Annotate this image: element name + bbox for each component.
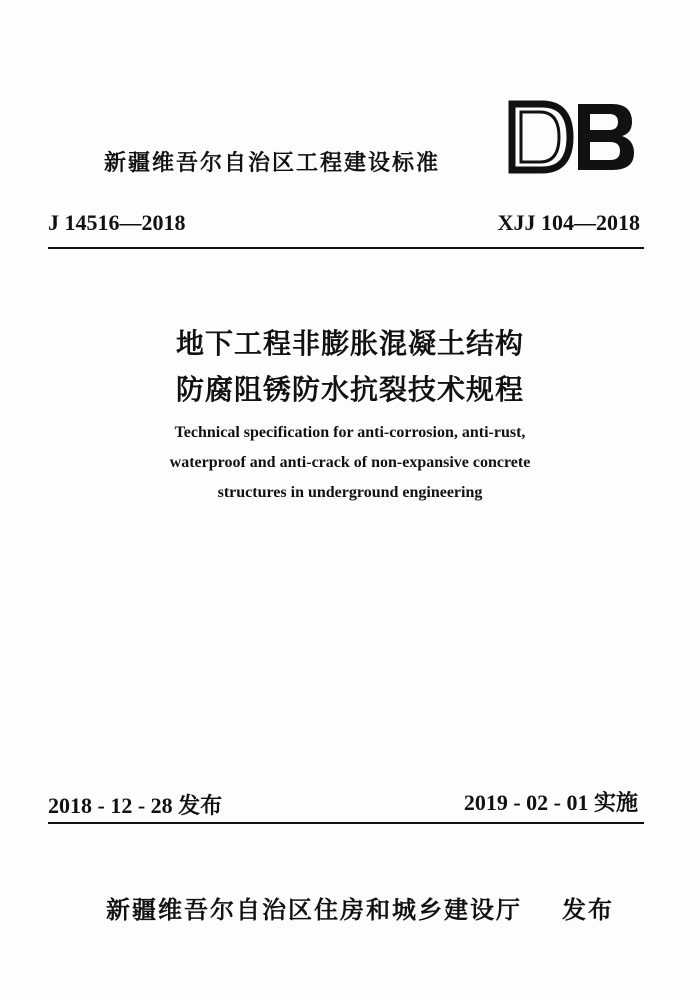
record-number: J 14516—2018 xyxy=(48,210,186,235)
publisher-name: 新疆维吾尔自治区住房和城乡建设厅 xyxy=(106,896,522,924)
implementation-date: 2019 - 02 - 01 实施 xyxy=(463,790,638,815)
top-divider xyxy=(48,247,644,249)
title-chinese-line-1: 地下工程非膨胀混凝土结构 xyxy=(175,327,524,360)
title-english-line-1: Technical specification for anti-corrosion, anti-rust, xyxy=(174,424,526,441)
standard-number: XJJ 104—2018 xyxy=(497,210,640,235)
standard-series-title: 新疆维吾尔自治区工程建设标准 xyxy=(104,151,441,176)
publisher-action: 发布 xyxy=(562,896,614,924)
title-chinese-line-2: 防腐阻锈防水抗裂技术规程 xyxy=(175,373,524,406)
title-english-line-3: structures in underground engineering xyxy=(217,484,483,501)
bottom-divider xyxy=(48,822,644,824)
title-english-line-2: waterproof and anti-crack of non-expansive concrete xyxy=(169,454,531,471)
db-logo xyxy=(508,98,638,176)
issue-date: 2018 - 12 - 28 发布 xyxy=(48,793,223,818)
